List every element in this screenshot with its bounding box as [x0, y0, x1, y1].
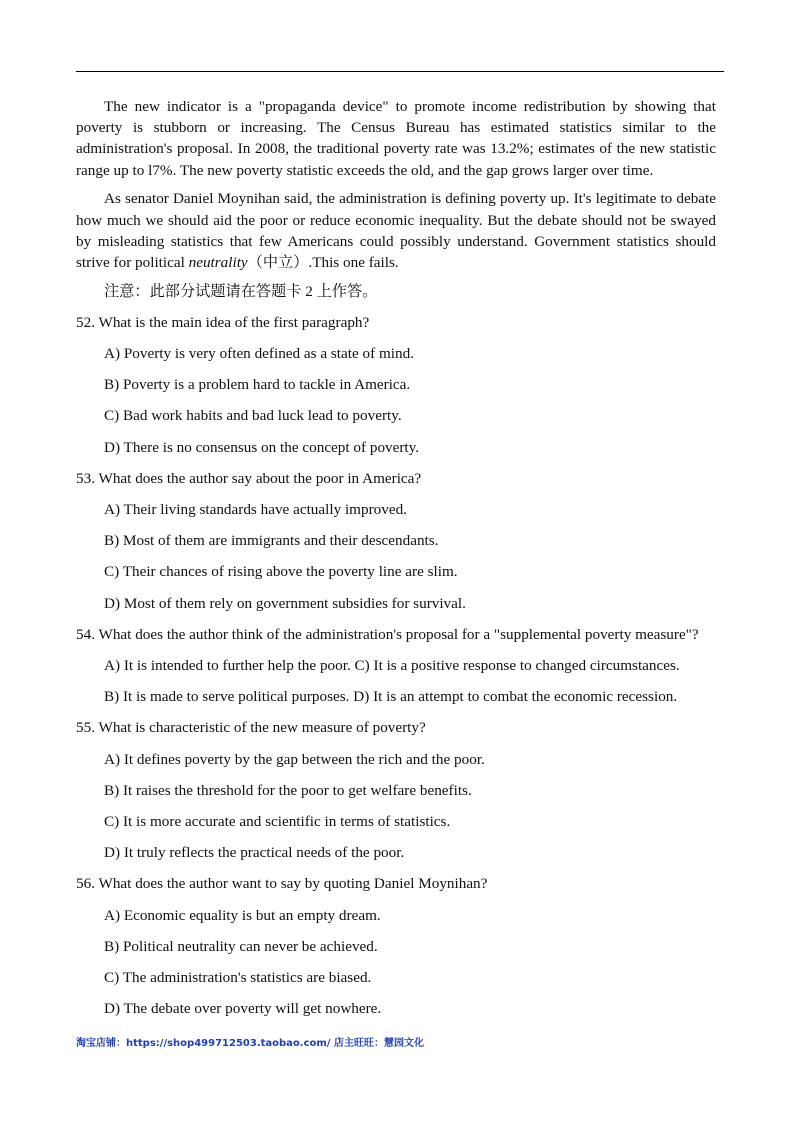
option-b: B) Poverty is a problem hard to tackle in America. [104, 376, 411, 394]
option-d: D) It truly reflects the practical needs of the poor. [104, 844, 405, 862]
option-a: A) It defines poverty by the gap between the rich and the poor. [104, 750, 485, 768]
option-c: C) Their chances of rising above the poverty line are slim. [104, 563, 458, 581]
option-a: A) Poverty is very often defined as a state of mind. [104, 345, 414, 363]
question-text: 54. What does the author think of the administration's proposal for a "supplemental poverty measure"? [76, 625, 699, 643]
option-b-d: B) It is made to serve political purposes. D) It is an attempt to combat the economic recession. [104, 688, 678, 706]
question-text: 55. What is characteristic of the new measure of poverty? [76, 719, 426, 737]
document-body [76, 96, 716, 1030]
passage-paragraph-1: The new indicator is a "propaganda device" to promote income redistribution by showing that poverty is stubborn or increasing. The Census Bureau has estimated statistics similar to the administration's proposal. In 2008, the traditional poverty rate was 13.2%; estimates of the new statistic range up to l7%. The new poverty statistic exceeds the old, and the gap grows larger over time. [76, 98, 716, 179]
option-a: A) Their living standards have actually improved. [104, 501, 407, 519]
italic-term: neutrality [188, 253, 248, 271]
option-b: B) Political neutrality can never be achieved. [104, 937, 378, 955]
passage-paragraph-2 [76, 188, 716, 273]
question-text: 53. What does the author say about the poor in America? [76, 469, 422, 487]
option-d: D) The debate over poverty will get nowhere. [104, 1000, 382, 1018]
option-c: C) It is more accurate and scientific in terms of statistics. [104, 813, 451, 831]
question-53 [76, 468, 716, 614]
option-b: B) It raises the threshold for the poor to get welfare benefits. [104, 781, 472, 799]
answer-sheet-note: 注意：此部分试题请在答题卡 2 上作答。 [104, 282, 378, 300]
question-52 [76, 312, 716, 458]
option-a: A) Economic equality is but an empty dream. [104, 906, 381, 924]
option-c: C) The administration's statistics are biased. [104, 969, 372, 987]
option-b: B) Most of them are immigrants and their descendants. [104, 532, 439, 550]
option-c: C) Bad work habits and bad luck lead to poverty. [104, 407, 402, 425]
question-text: 52. What is the main idea of the first paragraph? [76, 313, 370, 331]
question-55 [76, 717, 716, 863]
question-54 [76, 624, 716, 708]
option-d: D) There is no consensus on the concept of poverty. [104, 438, 420, 456]
question-text: 56. What does the author want to say by quoting Daniel Moynihan? [76, 875, 488, 893]
question-56 [76, 873, 716, 1019]
option-d: D) Most of them rely on government subsidies for survival. [104, 594, 466, 612]
passage-paragraph-2-text: As senator Daniel Moynihan said, the administration is defining poverty up. It's legitimate to debate how much we should aid the poor or reduce economic inequality. But the debate should not be swayed by misleading statistics that few Americans could possibly understand. Government statistics should strive for political [76, 190, 716, 271]
header-rule [76, 71, 724, 72]
passage-paragraph-2-end: （中立）.This one fails. [247, 253, 399, 271]
shop-footer-link[interactable]: 淘宝店铺：https://shop499712503.taobao.com/ 店主旺旺：慧园文化 [76, 1038, 424, 1049]
option-a-c: A) It is intended to further help the poor. C) It is a positive response to changed circumstances. [104, 657, 680, 675]
